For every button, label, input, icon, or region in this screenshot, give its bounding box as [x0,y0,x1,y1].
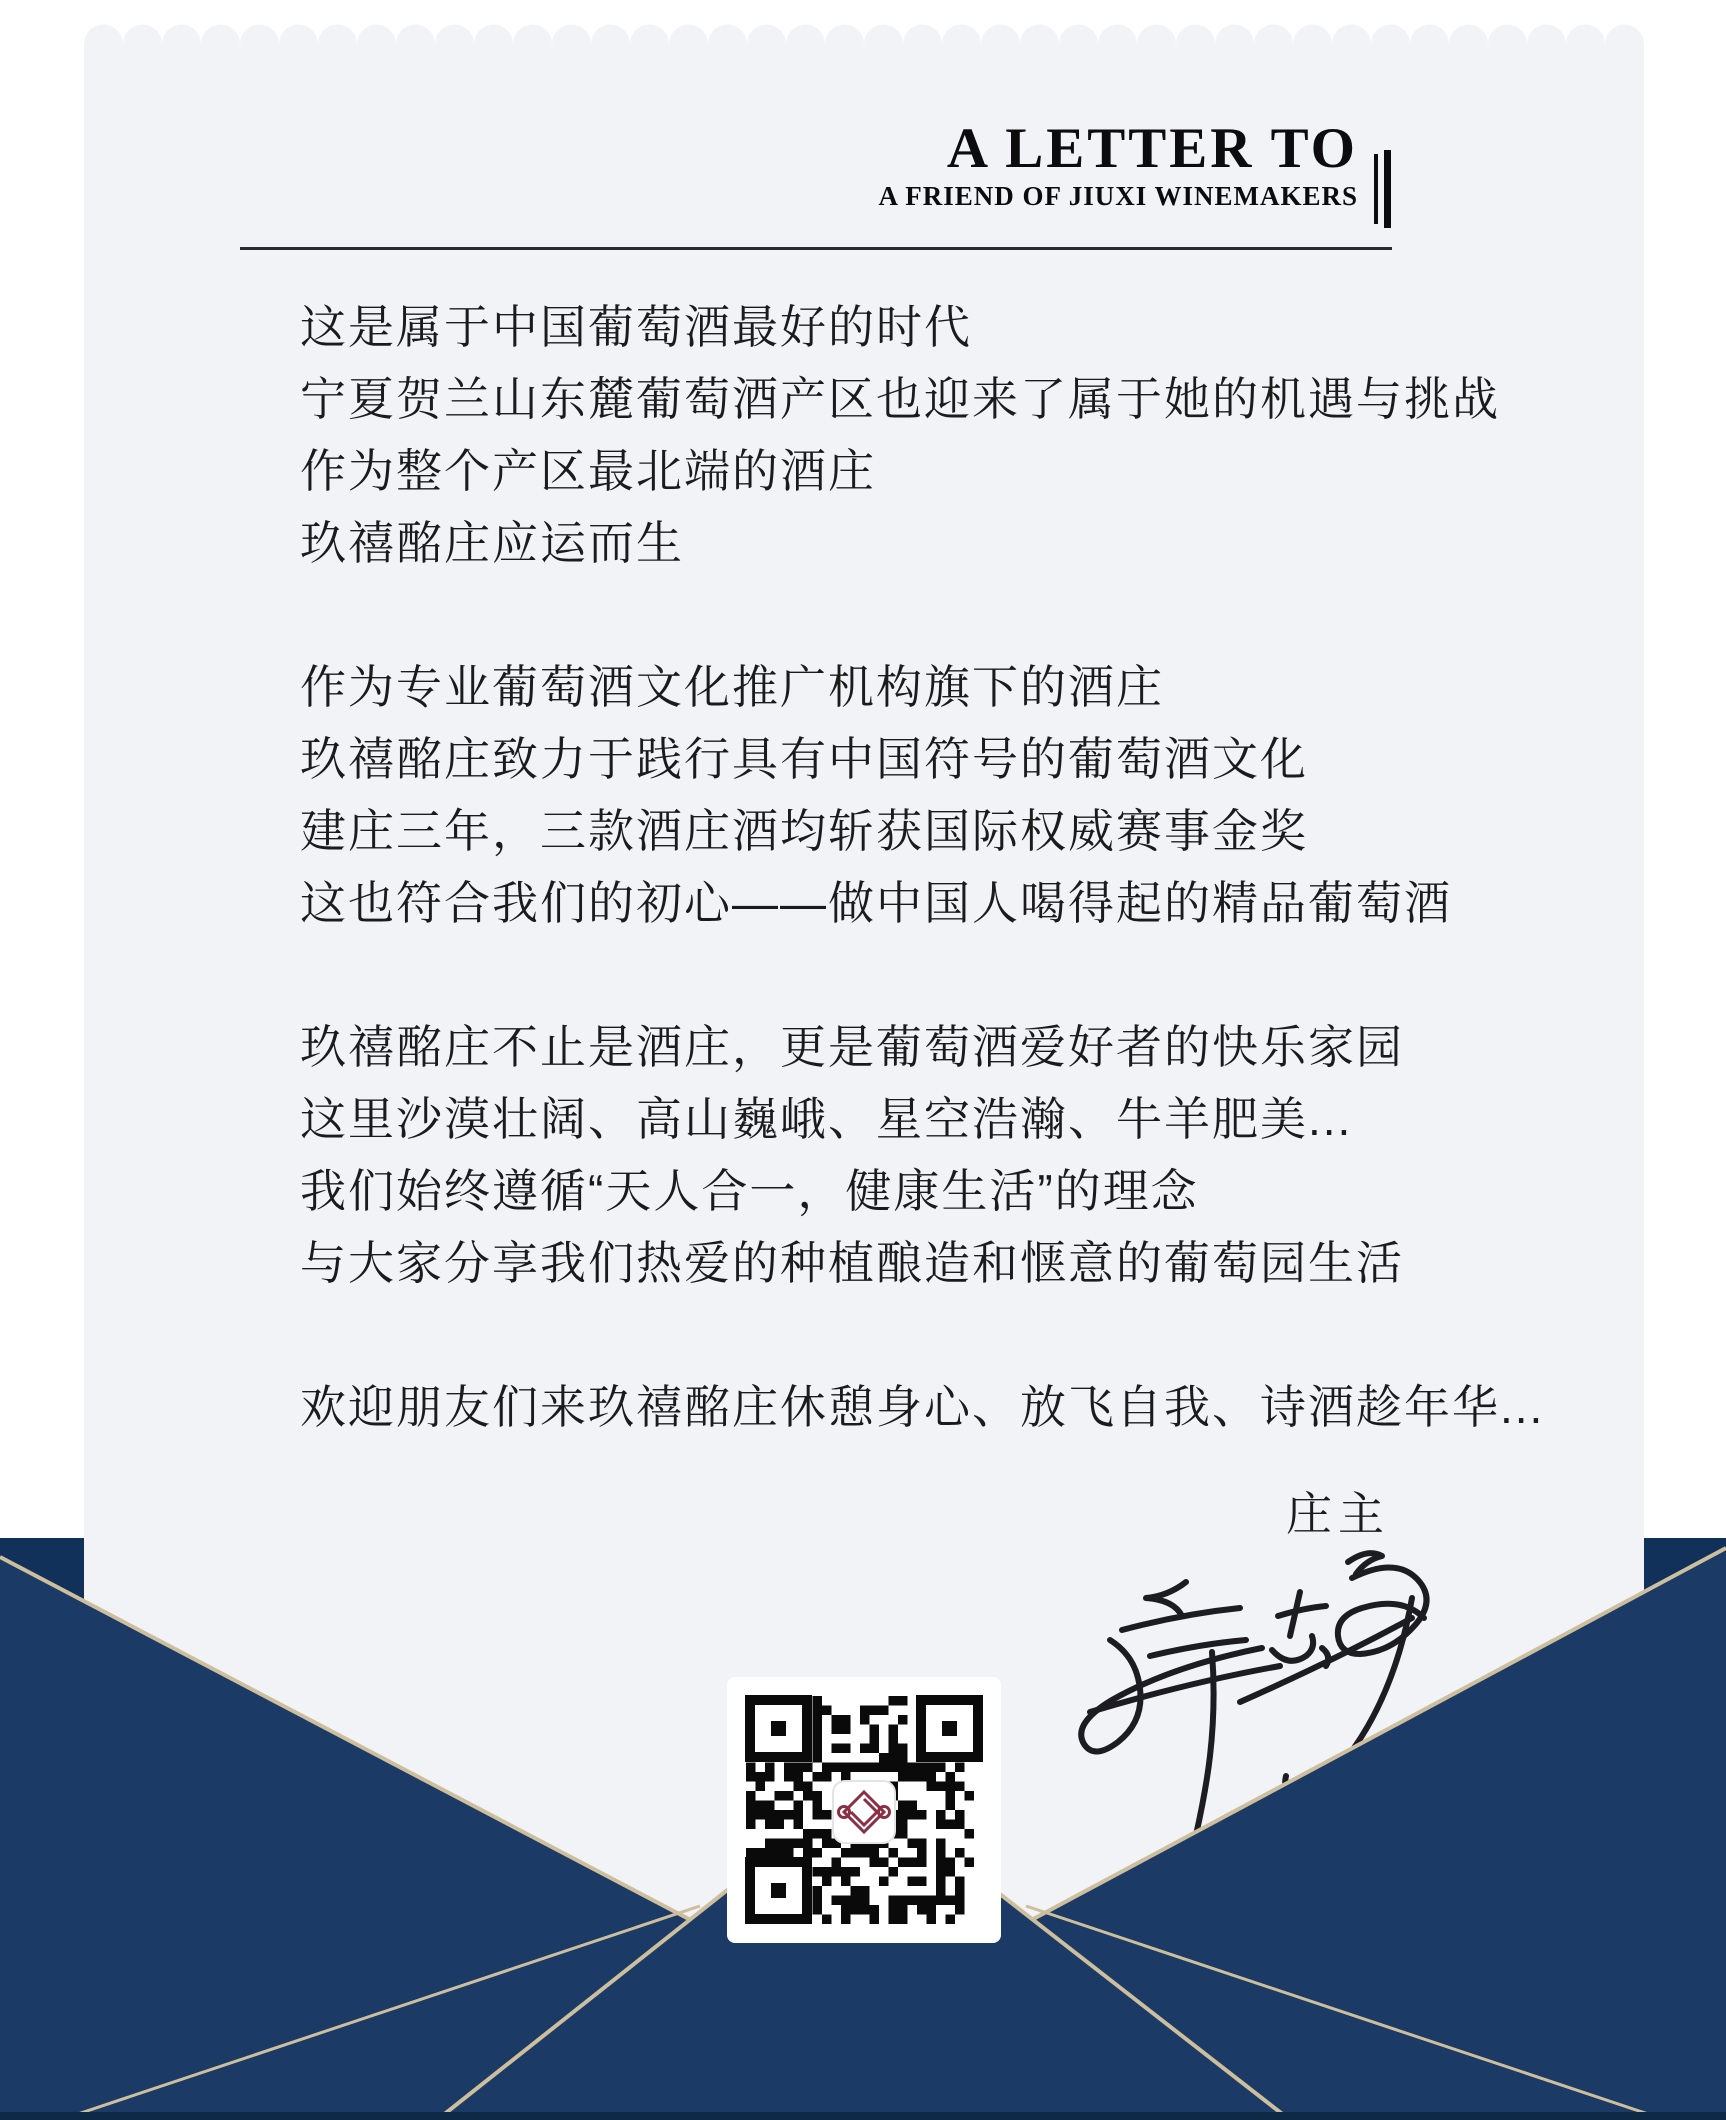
letter-line: 欢迎朋友们来玖禧酩庄休憩身心、放飞自我、诗酒趁年华... [300,1381,1545,1433]
letter-line: 这也符合我们的初心——做中国人喝得起的精品葡萄酒 [300,877,1452,929]
header-double-bar-ornament [1374,150,1396,228]
envelope-bottom-strip [0,2112,1726,2120]
header-subtitle: A FRIEND OF JIUXI WINEMAKERS [878,181,1358,211]
letter-line: 玖禧酩庄致力于践行具有中国符号的葡萄酒文化 [300,733,1308,785]
letter-line: 宁夏贺兰山东麓葡萄酒产区也迎来了属于她的机遇与挑战 [300,373,1500,425]
letter-line: 我们始终遵循“天人合一，健康生活”的理念 [300,1165,1199,1217]
letter-line: 建庄三年，三款酒庄酒均斩获国际权威赛事金奖 [300,805,1308,857]
paragraph [300,651,1452,939]
letter-line: 这是属于中国葡萄酒最好的时代 [300,301,972,353]
paragraph [300,1011,1420,1299]
letter-line: 作为整个产区最北端的酒庄 [300,445,876,497]
thick-bar-icon [1384,150,1391,228]
letter-line: 作为专业葡萄酒文化推广机构旗下的酒庄 [300,661,1164,713]
letter-line: 玖禧酩庄不止是酒庄，更是葡萄酒爱好者的快乐家园 [300,1021,1404,1073]
paragraph [300,1371,1545,1443]
header-title: A LETTER TO [946,117,1358,180]
thin-bar-icon [1374,154,1378,224]
qr-code[interactable] [727,1677,1001,1943]
letter-line: 玖禧酩庄应运而生 [300,517,684,569]
winery-logo-icon [833,1781,895,1843]
letter-line: 与大家分享我们热爱的种植酿造和惬意的葡萄园生活 [300,1237,1404,1289]
letter-body [300,291,1545,1515]
letter-line: 这里沙漠壮阔、高山巍峨、星空浩瀚、牛羊肥美... [300,1093,1353,1145]
header-divider-line [240,247,1392,250]
header [878,118,1358,212]
paragraph [300,291,1500,579]
signoff-role: 庄主 [1286,1488,1390,1540]
